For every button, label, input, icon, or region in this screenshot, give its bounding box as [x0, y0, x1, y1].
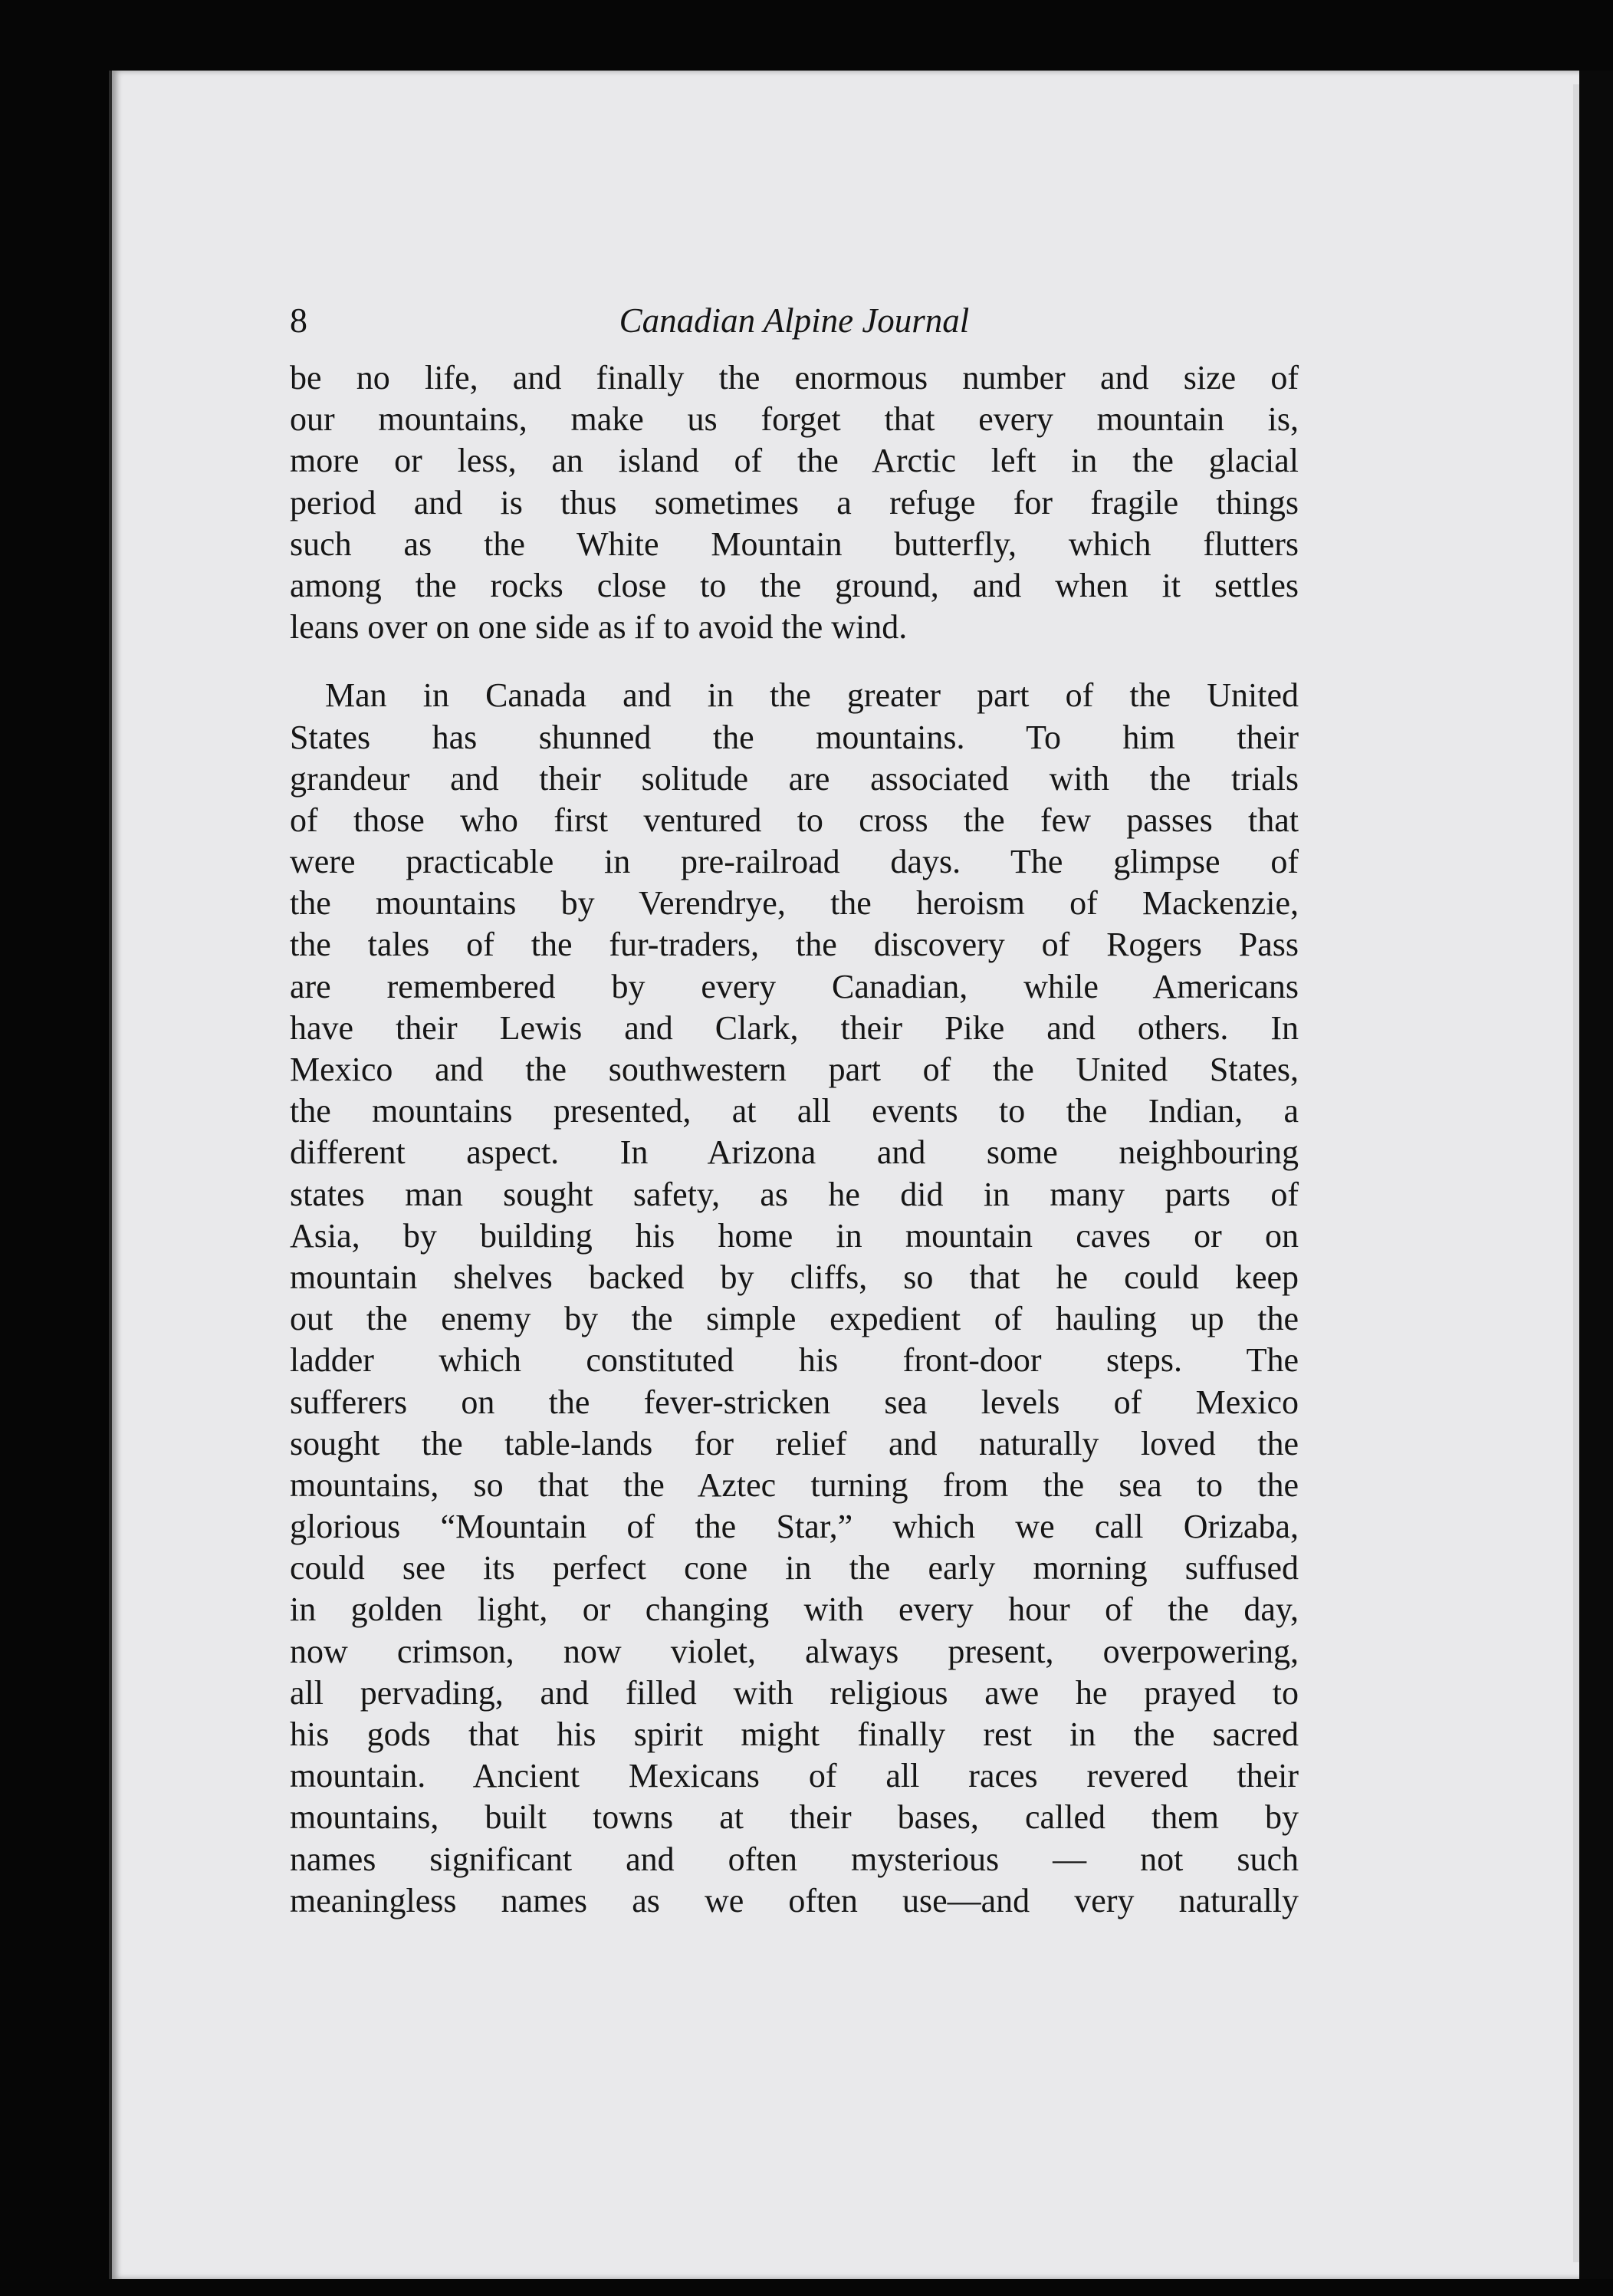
text-line: grandeur and their solitude are associated with the trials: [290, 759, 1299, 798]
body-text: [290, 357, 1299, 1922]
text-line: Man in Canada and in the greater part of the United: [325, 676, 1299, 715]
text-line: Mexico and the southwestern part of the United States,: [290, 1051, 1299, 1088]
text-line: all pervading, and filled with religious awe he prayed to: [290, 1673, 1299, 1712]
text-line: mountain shelves backed by cliffs, so that he could keep: [290, 1258, 1299, 1296]
text-line: period and is thus sometimes a refuge for fragile things: [290, 483, 1299, 521]
text-line: now crimson, now violet, always present, overpowering,: [290, 1632, 1299, 1670]
page-number: 8: [290, 301, 307, 340]
text-line: the mountains presented, at all events to the Indian, a: [290, 1092, 1299, 1130]
text-line: his gods that his spirit might finally rest in the sacred: [290, 1715, 1299, 1753]
text-line: Asia, by building his home in mountain caves or on: [290, 1216, 1299, 1255]
text-line: sufferers on the fever-stricken sea levels of Mexico: [290, 1383, 1299, 1421]
text-line: of those who first ventured to cross the few passes that: [290, 801, 1299, 839]
text-line: glorious “Mountain of the Star,” which we call Orizaba,: [290, 1508, 1299, 1546]
text-line: were practicable in pre-railroad days. The glimpse of: [290, 843, 1299, 881]
text-line: among the rocks close to the ground, and when it settles: [290, 566, 1299, 604]
text-line: are remembered by every Canadian, while Americans: [290, 967, 1299, 1005]
text-line: out the enemy by the simple expedient of hauling up the: [290, 1300, 1299, 1338]
text-line: in golden light, or changing with every hour of the day,: [290, 1590, 1299, 1629]
text-line: different aspect. In Arizona and some neighbouring: [290, 1133, 1299, 1172]
text-line: mountains, built towns at their bases, called them by: [290, 1798, 1299, 1837]
text-line: meaningless names as we often use—and very naturally: [290, 1881, 1299, 1919]
paragraph: [290, 675, 1299, 1922]
text-line: states man sought safety, as he did in many parts of: [290, 1175, 1299, 1213]
text-line: names significant and often mysterious — not such: [290, 1840, 1299, 1878]
page-header: [290, 290, 1299, 351]
text-line: mountains, so that the Aztec turning from the sea to the: [290, 1465, 1299, 1504]
text-line: more or less, an island of the Arctic left in the glacial: [290, 442, 1299, 480]
text-line: the mountains by Verendrye, the heroism of Mackenzie,: [290, 884, 1299, 923]
paragraph: [290, 357, 1299, 648]
text-line: could see its perfect cone in the early morning suffused: [290, 1549, 1299, 1587]
text-line: the tales of the fur-traders, the discovery of Rogers Pass: [290, 926, 1299, 964]
text-line: have their Lewis and Clark, their Pike and others. In: [290, 1008, 1299, 1047]
scan-border-right: [1579, 71, 1613, 2279]
text-line: States has shunned the mountains. To him their: [290, 718, 1299, 756]
running-title: Canadian Alpine Journal: [619, 301, 970, 340]
text-line: such as the White Mountain butterfly, which flutters: [290, 525, 1299, 563]
text-line: mountain. Ancient Mexicans of all races revered their: [290, 1757, 1299, 1795]
text-line: our mountains, make us forget that every mountain is,: [290, 400, 1299, 439]
text-line: leans over on one side as if to avoid the wind.: [290, 608, 908, 646]
text-line: be no life, and finally the enormous number and size of: [290, 359, 1299, 396]
text-line: ladder which constituted his front-door steps. The: [290, 1341, 1299, 1380]
text-line: sought the table-lands for relief and naturally loved the: [290, 1424, 1299, 1462]
